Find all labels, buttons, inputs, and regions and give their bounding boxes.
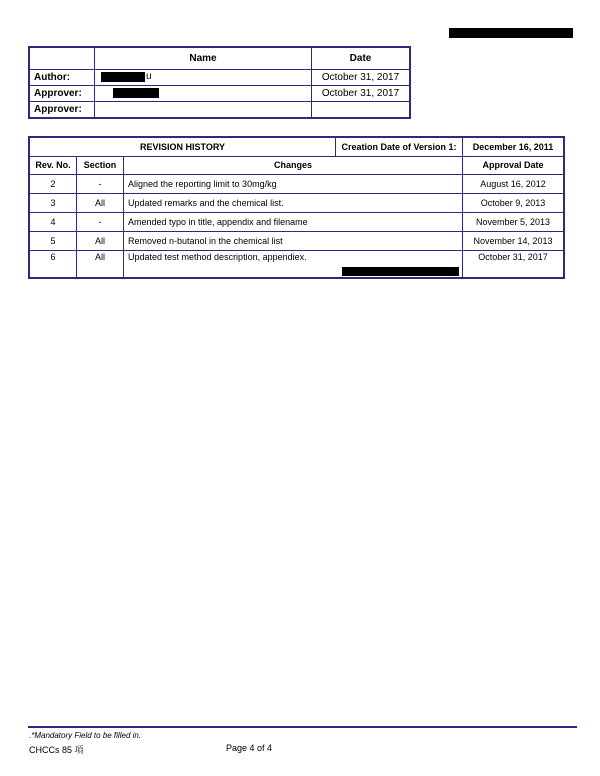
signature-header-name: Name [95, 47, 312, 70]
creation-date-label: Creation Date of Version 1: [336, 137, 463, 157]
signature-name [95, 102, 312, 119]
changes: Aligned the reporting limit to 30mg/kg [124, 175, 463, 194]
section: - [77, 175, 124, 194]
signature-role: Author: [29, 70, 95, 86]
rev-no: 4 [29, 213, 77, 232]
table-row [29, 232, 564, 251]
document-code: CHCCs 85 項 [29, 745, 84, 755]
revision-history-table [28, 136, 565, 279]
col-changes: Changes [124, 157, 463, 175]
footnote: .*Mandatory Field to be filled in. [29, 731, 142, 740]
signature-role: Approver: [29, 86, 95, 102]
signature-row [29, 102, 410, 119]
table-row [29, 175, 564, 194]
section: All [77, 194, 124, 213]
table-row [29, 251, 564, 279]
signature-header-date: Date [312, 47, 411, 70]
signature-role: Approver: [29, 102, 95, 119]
rev-no: 2 [29, 175, 77, 194]
name-suffix: u [146, 71, 152, 82]
signature-date [312, 102, 411, 119]
section: All [77, 251, 124, 279]
table-row [29, 213, 564, 232]
changes [124, 251, 463, 279]
approval-date: October 31, 2017 [463, 251, 565, 279]
signature-row [29, 86, 410, 102]
revision-history-title: REVISION HISTORY [29, 137, 336, 157]
page-number: Page 4 of 4 [226, 743, 273, 753]
approval-date: October 9, 2013 [463, 194, 565, 213]
approval-date: November 5, 2013 [463, 213, 565, 232]
signature-date: October 31, 2017 [312, 86, 411, 102]
rev-no: 6 [29, 251, 77, 279]
changes: Removed n-butanol in the chemical list [124, 232, 463, 251]
table-row [29, 194, 564, 213]
approval-date: November 14, 2013 [463, 232, 565, 251]
creation-date-value: December 16, 2011 [463, 137, 565, 157]
rev-no: 5 [29, 232, 77, 251]
name-redaction [101, 72, 145, 82]
changes: Updated remarks and the chemical list. [124, 194, 463, 213]
changes: Amended typo in title, appendix and filename [124, 213, 463, 232]
changes-redaction [342, 267, 459, 276]
section: - [77, 213, 124, 232]
redaction-bar [449, 28, 573, 38]
signature-date: October 31, 2017 [312, 70, 411, 86]
changes-text: Updated test method description, appendiex. [128, 252, 307, 262]
signature-table [28, 46, 411, 119]
col-section: Section [77, 157, 124, 175]
approval-date: August 16, 2012 [463, 175, 565, 194]
col-approval-date: Approval Date [463, 157, 565, 175]
signature-row [29, 70, 410, 86]
footer-divider [28, 726, 577, 728]
section: All [77, 232, 124, 251]
name-redaction [113, 88, 159, 98]
signature-name [95, 70, 312, 86]
rev-no: 3 [29, 194, 77, 213]
signature-name [95, 86, 312, 102]
signature-header-blank [29, 47, 95, 70]
col-rev-no: Rev. No. [29, 157, 77, 175]
